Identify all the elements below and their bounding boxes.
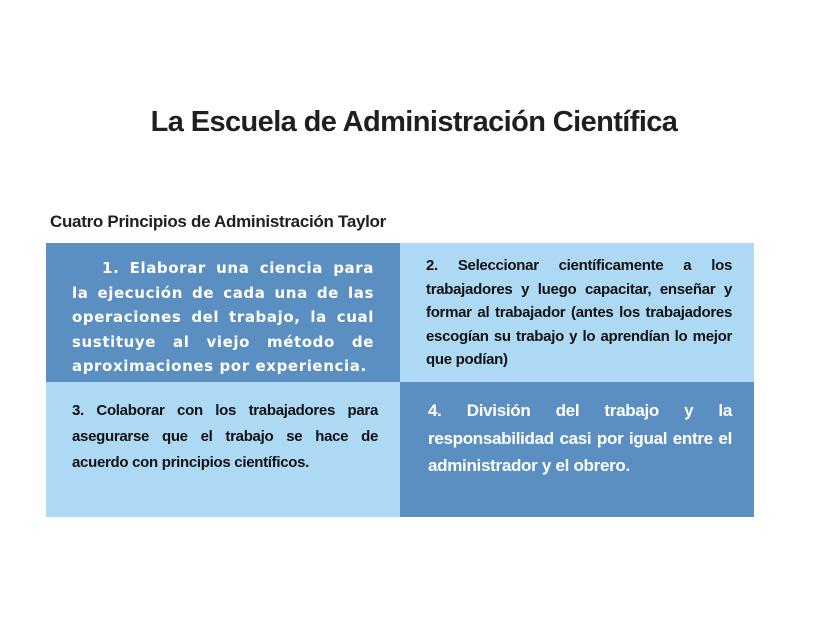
principle-1: 1. Elaborar una ciencia para la ejecución de cada una de las operaciones del trabajo, la cual sustituye al viejo método de aproximaciones por experiencia. xyxy=(46,243,400,382)
principle-4: 4. División del trabajo y la responsabilidad casi por igual entre el administrador y el obrero. xyxy=(400,382,754,517)
page-title: La Escuela de Administración Científica xyxy=(150,106,678,138)
section-subtitle: Cuatro Principios de Administración Taylor xyxy=(50,212,386,231)
principle-2: 2. Seleccionar científicamente a los trabajadores y luego capacitar, enseñar y formar al trabajador (antes los trabajadores escogían su trabajo y lo aprendían lo mejor que podían) xyxy=(400,243,754,382)
principles-grid xyxy=(46,243,754,517)
principle-3: 3. Colaborar con los trabajadores para asegurarse que el trabajo se hace de acuerdo con principios científicos. xyxy=(46,382,400,517)
